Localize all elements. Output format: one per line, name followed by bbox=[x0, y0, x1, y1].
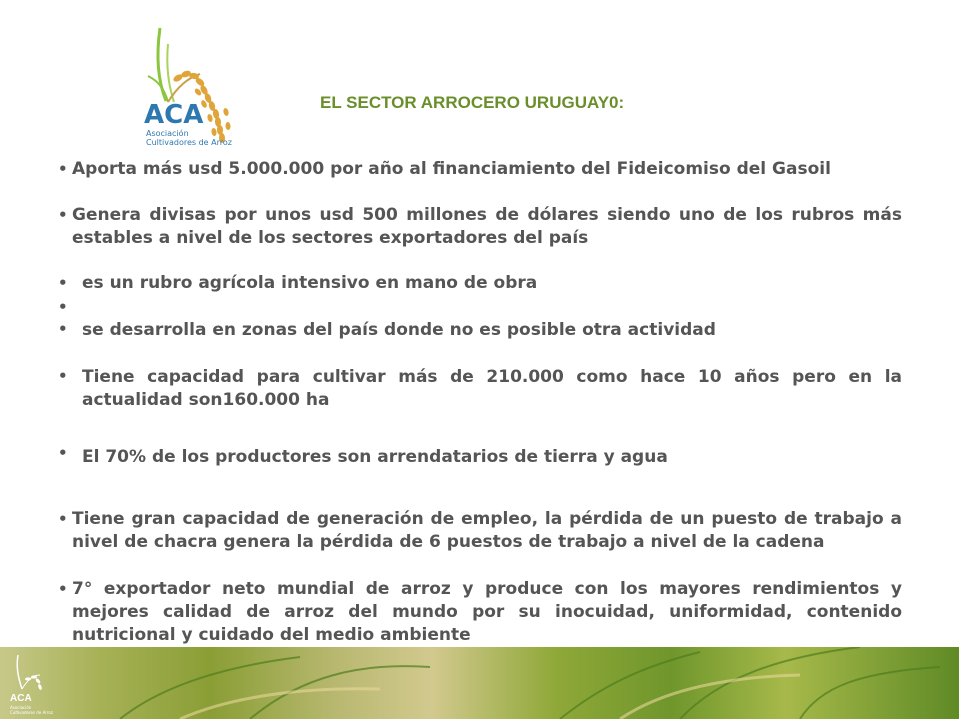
footer-logo bbox=[4, 653, 68, 715]
aca-logo bbox=[138, 26, 238, 152]
bullet-icon: • bbox=[58, 580, 68, 598]
bullet-icon: • bbox=[58, 444, 68, 462]
logo-subtitle bbox=[146, 129, 232, 147]
slide-title: EL SECTOR ARROCERO URUGUAY0: bbox=[320, 93, 625, 112]
bullet-icon: • bbox=[58, 206, 68, 224]
footer-logo-text: ACA bbox=[10, 693, 32, 704]
rice-stalk-icon bbox=[4, 653, 68, 693]
bullet-item: Tiene capacidad para cultivar más de 210.000 como hace 10 años pero en la actualidad son160.000 ha bbox=[82, 367, 902, 410]
footer-logo-subtitle bbox=[10, 705, 53, 715]
rice-field-icon bbox=[0, 647, 959, 719]
bullet-item: Genera divisas por unos usd 500 millones de dólares siendo uno de los rubros más estables a nivel de los sectores exportadores del país bbox=[72, 205, 902, 248]
bullet-icon: • bbox=[58, 367, 68, 385]
footer-logo-subtitle-line2: Cultivadores de Arroz bbox=[10, 710, 53, 715]
footer-rice-field-image bbox=[0, 647, 959, 719]
bullet-item: es un rubro agrícola intensivo en mano de obra bbox=[82, 273, 538, 293]
bullet-item: Tiene gran capacidad de generación de empleo, la pérdida de un puesto de trabajo a nivel de chacra genera la pérdida de 6 puestos de trabajo a nivel de la cadena bbox=[72, 509, 902, 552]
logo-subtitle-line1: Asociación bbox=[146, 129, 189, 138]
logo-subtitle-line2: Cultivadores de Arroz bbox=[146, 138, 232, 147]
bullet-icon: • bbox=[58, 298, 68, 316]
bullet-item: se desarrolla en zonas del país donde no es posible otra actividad bbox=[82, 320, 716, 340]
bullet-icon: • bbox=[58, 320, 68, 338]
logo-text: ACA bbox=[144, 100, 204, 130]
footer-logo-subtitle-line1: Asociación bbox=[10, 705, 32, 710]
bullet-icon: • bbox=[58, 274, 68, 292]
bullet-item: Aporta más usd 5.000.000 por año al financiamiento del Fideicomiso del Gasoil bbox=[72, 159, 831, 179]
bullet-icon: • bbox=[58, 160, 68, 178]
bullet-icon: • bbox=[58, 510, 68, 528]
bullet-item: 7° exportador neto mundial de arroz y produce con los mayores rendimientos y mejores calidad de arroz del mundo por su inocuidad, uniformidad, contenido nutricional y cuidado del medio ambiente bbox=[72, 579, 902, 645]
bullet-item: El 70% de los productores son arrendatarios de tierra y agua bbox=[82, 447, 668, 467]
